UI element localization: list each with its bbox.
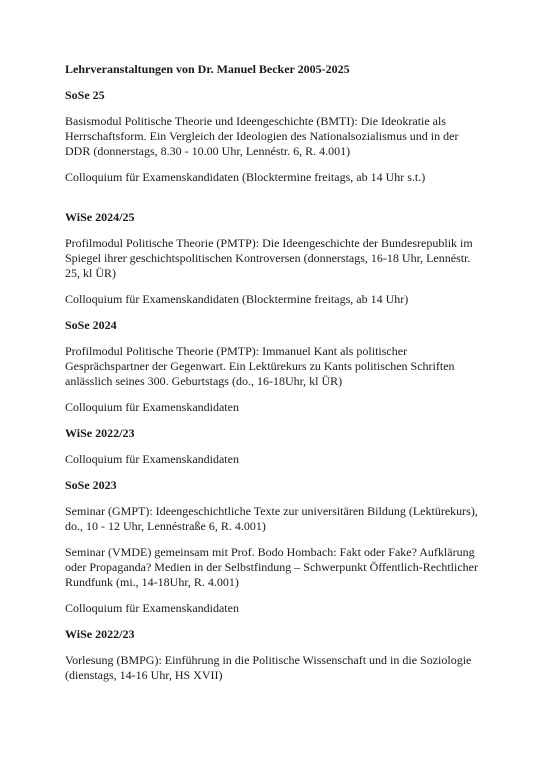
course-entry: Seminar (GMPT): Ideengeschichtliche Texte zur universitären Bildung (Lektürekurs), do., 10 - 12 Uhr, Lennéstraße 6, R. 4.001) bbox=[65, 504, 478, 533]
document-page bbox=[65, 62, 485, 694]
term-heading: SoSe 2024 bbox=[65, 318, 117, 332]
course-entry: Colloquium für Examenskandidaten bbox=[65, 601, 239, 615]
term-heading: SoSe 2023 bbox=[65, 478, 117, 492]
term-heading: WiSe 2024/25 bbox=[65, 210, 135, 224]
term-heading: SoSe 25 bbox=[65, 88, 105, 102]
course-entry: Colloquium für Examenskandidaten bbox=[65, 400, 239, 414]
term-heading: WiSe 2022/23 bbox=[65, 627, 135, 641]
course-entry: Colloquium für Examenskandidaten (Blocktermine freitags, ab 14 Uhr) bbox=[65, 292, 409, 306]
course-entry: Colloquium für Examenskandidaten (Blocktermine freitags, ab 14 Uhr s.t.) bbox=[65, 170, 426, 184]
document-title: Lehrveranstaltungen von Dr. Manuel Becker 2005-2025 bbox=[65, 62, 350, 76]
course-entry: Vorlesung (BMPG): Einführung in die Politische Wissenschaft und in die Soziologie (dienstags, 14-16 Uhr, HS XVII) bbox=[65, 653, 472, 682]
course-entry: Profilmodul Politische Theorie (PMTP): Immanuel Kant als politischer Gesprächspartner der Gegenwart. Ein Lektürekurs zu Kants politischen Schriften anlässlich seines 300. Geburtstags (do., 16-18Uhr, kl ÜR) bbox=[65, 344, 455, 388]
term-heading: WiSe 2022/23 bbox=[65, 426, 135, 440]
course-entry: Seminar (VMDE) gemeinsam mit Prof. Bodo Hombach: Fakt oder Fake? Aufklärung oder Propaganda? Medien in der Selbstfindung – Schwerpunkt Öffentlich-Rechtlicher Rundfunk (mi., 14-18Uhr, R. 4.001) bbox=[65, 545, 478, 589]
section-spacer bbox=[65, 196, 485, 210]
course-entry: Profilmodul Politische Theorie (PMTP): Die Ideengeschichte der Bundesrepublik im Spiegel ihrer geschichtspolitischen Kontroversen (donnerstags, 16-18 Uhr, Lennéstr. 25, kl ÜR) bbox=[65, 236, 473, 280]
course-entry: Colloquium für Examenskandidaten bbox=[65, 452, 239, 466]
course-entry: Basismodul Politische Theorie und Ideengeschichte (BMTI): Die Ideokratie als Herrschaftsform. Ein Vergleich der Ideologien des Nationalsozialismus und in der DDR (donnerstags, 8.30 - 10.00 Uhr, Lennéstr. 6, R. 4.001) bbox=[65, 114, 459, 158]
